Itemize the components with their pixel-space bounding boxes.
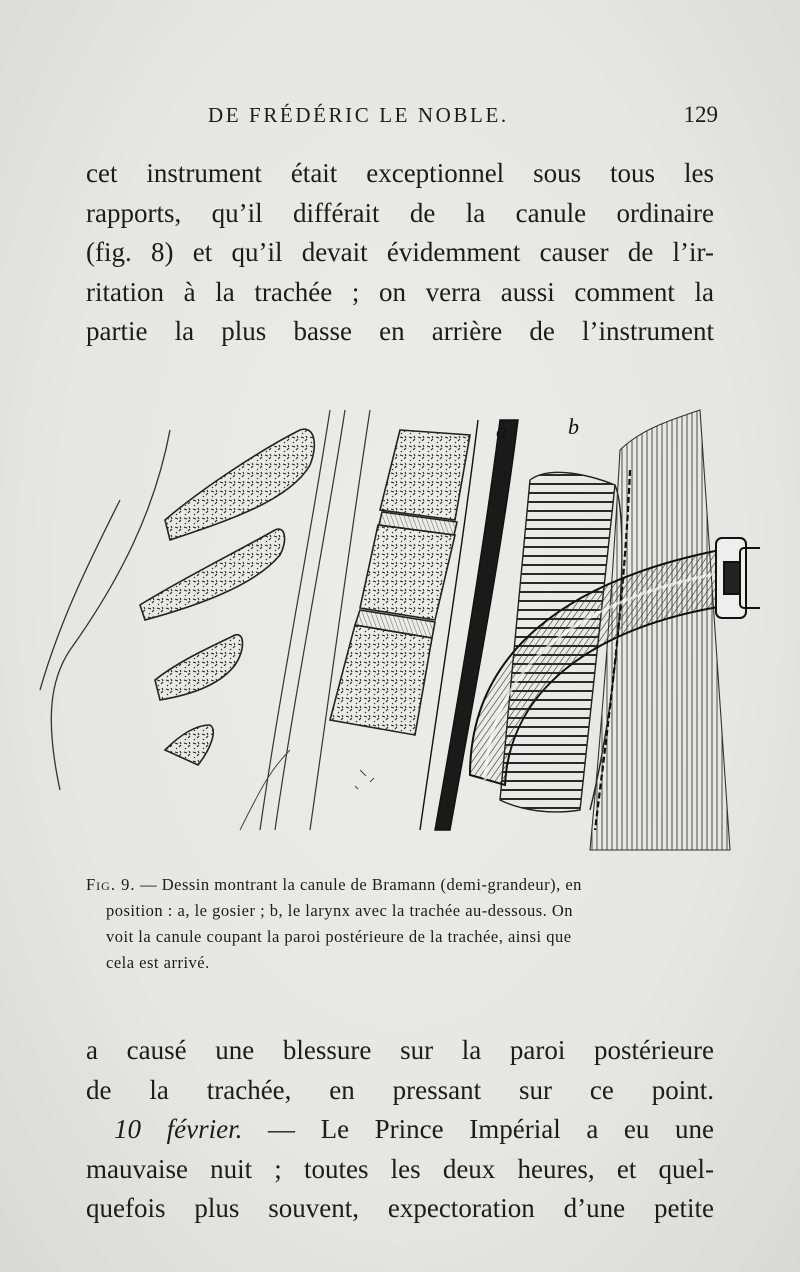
- text-line: de la trachée, en pressant sur ce point.: [86, 1074, 714, 1105]
- text-line: rapports, qu’il différait de la canule ordinaire: [86, 197, 714, 228]
- text-line: [86, 1110, 714, 1150]
- text-line: a causé une blessure sur la paroi postérieure: [86, 1035, 714, 1065]
- text-line: quefois plus souvent, expectoration d’une petite: [86, 1193, 714, 1223]
- figure-label-a: a: [496, 418, 507, 443]
- figure-caption: [86, 872, 722, 976]
- lower-tissue: [240, 750, 374, 830]
- paragraph-top: [86, 154, 714, 352]
- caption-line-3: voit la canule coupant la paroi postérieure de la trachée, ainsi que: [106, 927, 572, 946]
- paragraph-bottom: [86, 1031, 714, 1229]
- caption-line-2: position : a, le gosier ; b, le larynx avec la trachée au-dessous. On: [106, 901, 574, 920]
- figure-label-b: b: [568, 414, 579, 439]
- text-line-rest: — Le Prince Impérial a eu une: [242, 1114, 714, 1144]
- date-italic: 10 février.: [114, 1114, 243, 1144]
- caption-text: — Dessin montrant la canule de Bramann (demi-grandeur), en: [135, 875, 582, 894]
- caption-line-1: [86, 872, 722, 898]
- text-line: mauvaise nuit ; toutes les deux heures, et quel-: [86, 1153, 714, 1184]
- text-line: (fig. 8) et qu’il devait évidemment causer de l’ir-: [86, 237, 714, 267]
- page-number: 129: [683, 102, 718, 127]
- text-line: partie la plus basse en arrière de l’instrument: [86, 316, 714, 346]
- running-head: [90, 103, 720, 139]
- vertebral-bodies: [330, 430, 470, 735]
- anatomical-illustration: [30, 390, 760, 860]
- text-line: cet instrument était exceptionnel sous tous les: [86, 158, 714, 188]
- caption-line-4: cela est arrivé.: [106, 953, 210, 972]
- running-title: DE FRÉDÉRIC LE NOBLE.: [208, 103, 509, 127]
- vertebral-processes: [140, 429, 314, 765]
- figure-number: Fig. 9.: [86, 875, 136, 894]
- text-line: ritation à la trachée ; on verra aussi comment la: [86, 276, 714, 307]
